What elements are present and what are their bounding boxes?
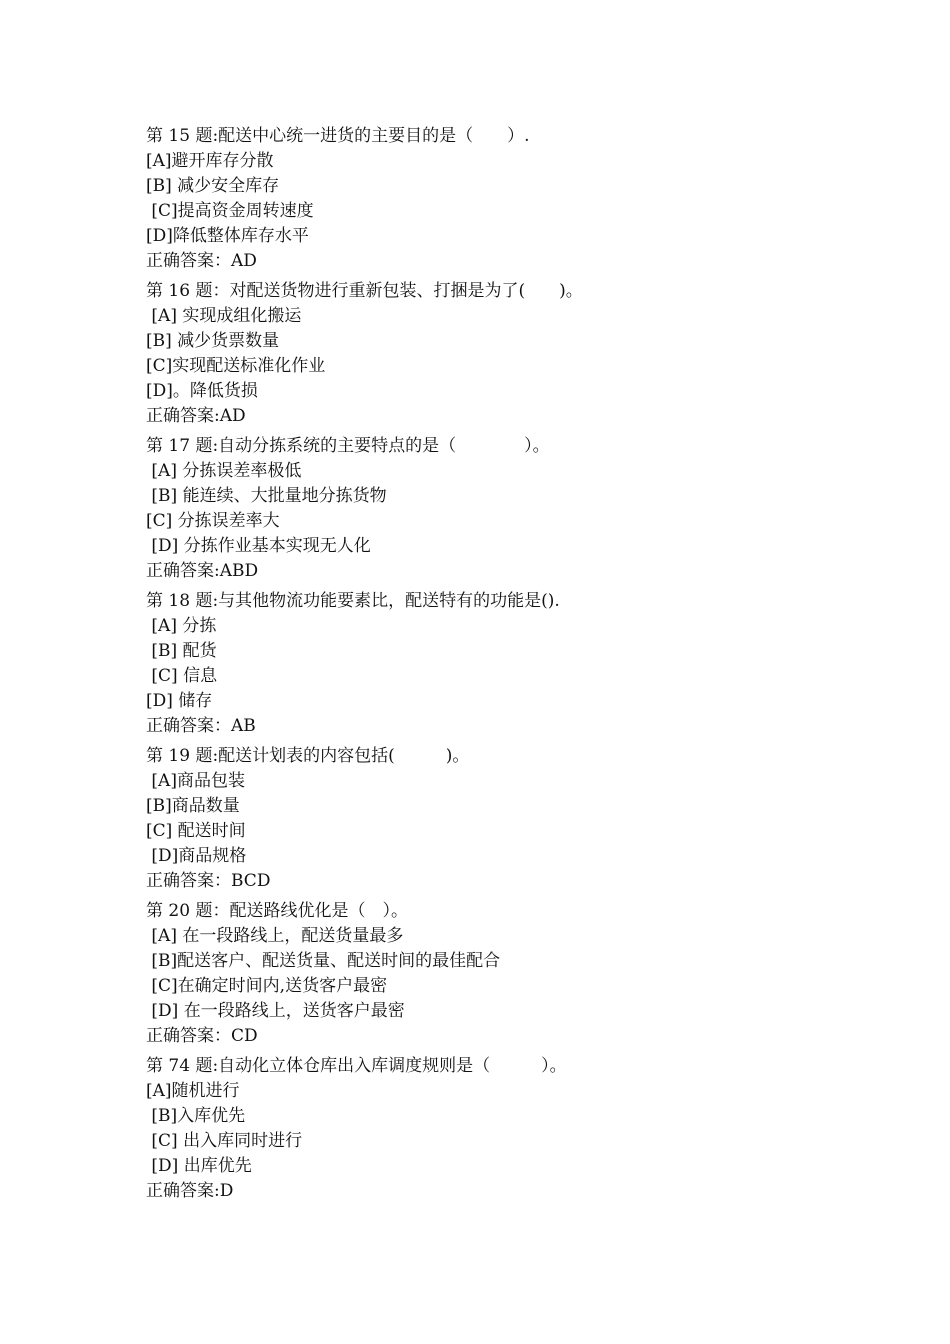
option-b: [B] 能连续、大批量地分拣货物 <box>146 486 387 506</box>
option-d: [D]降低整体库存水平 <box>146 226 309 246</box>
option-c: [C]实现配送标准化作业 <box>146 356 326 376</box>
option-a: [A]商品包装 <box>146 771 245 791</box>
option-a: [A] 分拣 <box>146 616 217 636</box>
question-18 <box>146 589 846 739</box>
correct-answer: 正确答案:D <box>146 1181 234 1201</box>
question-title: 第 16 题：对配送货物进行重新包装、打捆是为了( )。 <box>146 281 583 301</box>
option-b: [B] 减少货票数量 <box>146 331 280 351</box>
option-b: [B]商品数量 <box>146 796 240 816</box>
option-d: [D] 在一段路线上，送货客户最密 <box>146 1001 405 1021</box>
correct-answer: 正确答案：BCD <box>146 871 271 891</box>
option-d: [D] 出库优先 <box>146 1156 252 1176</box>
question-20 <box>146 899 846 1049</box>
question-19 <box>146 744 846 894</box>
question-title: 第 20 题：配送路线优化是（ ）。 <box>146 901 408 921</box>
option-b: [B]入库优先 <box>146 1106 246 1126</box>
option-c: [C] 配送时间 <box>146 821 246 841</box>
option-b: [B] 减少安全库存 <box>146 176 280 196</box>
correct-answer: 正确答案:AD <box>146 406 246 426</box>
option-d: [D]商品规格 <box>146 846 247 866</box>
option-a: [A] 分拣误差率极低 <box>146 461 302 481</box>
question-title: 第 19 题:配送计划表的内容包括( )。 <box>146 746 470 766</box>
question-title: 第 18 题:与其他物流功能要素比，配送特有的功能是(). <box>146 591 560 611</box>
option-d: [D]。降低货损 <box>146 381 258 401</box>
correct-answer: 正确答案：CD <box>146 1026 258 1046</box>
option-a: [A]随机进行 <box>146 1081 240 1101</box>
correct-answer: 正确答案:ABD <box>146 561 259 581</box>
option-c: [C]在确定时间内,送货客户最密 <box>146 976 388 996</box>
correct-answer: 正确答案：AD <box>146 251 257 271</box>
question-title: 第 17 题:自动分拣系统的主要特点的是（ ）。 <box>146 436 550 456</box>
option-c: [C] 信息 <box>146 666 218 686</box>
option-b: [B] 配货 <box>146 641 217 661</box>
option-c: [C] 出入库同时进行 <box>146 1131 303 1151</box>
document-page <box>146 124 846 1209</box>
question-16 <box>146 279 846 429</box>
option-d: [D] 分拣作业基本实现无人化 <box>146 536 371 556</box>
option-b: [B]配送客户、配送货量、配送时间的最佳配合 <box>146 951 501 971</box>
question-title: 第 15 题:配送中心统一进货的主要目的是（ ）. <box>146 126 530 146</box>
option-c: [C]提高资金周转速度 <box>146 201 314 221</box>
correct-answer: 正确答案：AB <box>146 716 256 736</box>
option-c: [C] 分拣误差率大 <box>146 511 280 531</box>
question-title: 第 74 题:自动化立体仓库出入库调度规则是（ ）。 <box>146 1056 567 1076</box>
option-d: [D] 储存 <box>146 691 213 711</box>
question-17 <box>146 434 846 584</box>
option-a: [A] 实现成组化搬运 <box>146 306 302 326</box>
question-74 <box>146 1054 846 1204</box>
question-15 <box>146 124 846 274</box>
option-a: [A] 在一段路线上，配送货量最多 <box>146 926 404 946</box>
option-a: [A]避开库存分散 <box>146 151 274 171</box>
